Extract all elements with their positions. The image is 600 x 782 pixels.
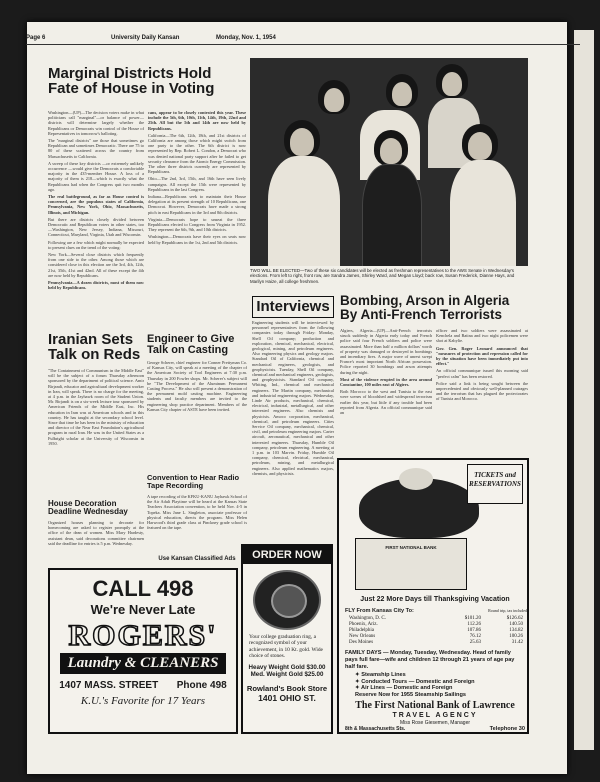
fare-price: 140.50 xyxy=(509,622,523,627)
ring-description: Your college graduation ring, a recognized symbol of your achievement, in 10 Kt. gold. Wide choice of stones. xyxy=(249,634,323,660)
service-item: ✦ Air Lines — Domestic and Foreign xyxy=(355,685,453,692)
services-list xyxy=(355,672,525,698)
fare-price: 76.12 xyxy=(469,634,481,639)
bank-name: The First National Bank of Lawrence xyxy=(355,700,515,711)
fare-city: New Orleans xyxy=(349,634,376,639)
rowland-ring-ad xyxy=(241,544,333,734)
fare-price: 100.26 xyxy=(509,634,523,639)
marginal-column-2 xyxy=(148,110,246,328)
photo-caption: TWO WILL BE ELECTED—Two of these six candidates will be elected as freshman representatives to the AWS Senate in Wednesday's elections. From left to right, front row, are Sandra James, Shirley Ward, and Megan Lloyd; back row, Susan Frederick, Dianne Hays, and Marilyn Haize, all college freshmen. xyxy=(250,268,515,284)
fare-city: Washington, D. C. xyxy=(349,616,386,621)
thanksgiving-countdown: Just 22 More Days till Thanksgiving Vacation xyxy=(360,596,510,603)
store-address: 1401 OHIO ST. xyxy=(258,692,316,703)
marginal-paragraph: cans, appear to be closely contested this year. These include the 5th, 6th, 10th, 11th, 14th, 19th, 22nd and 25th. All but the 5th and 14th are now held by Republicans. xyxy=(148,110,246,131)
travel-agency: TRAVEL AGENCY xyxy=(392,712,478,719)
face xyxy=(392,82,412,106)
bank-telephone: Telephone 30 xyxy=(489,726,525,732)
convention-headline: Convention to Hear Radio Tape Recording xyxy=(147,473,240,490)
interviews-headline: Interviews xyxy=(256,298,330,315)
ad-brand: ROGERS' xyxy=(68,619,218,652)
bombing-paragraph: officer and two soldiers were assassinated at Kenchela and Batina and two night policemen were shot at Kabylie. xyxy=(436,328,528,344)
bombing-paragraph: An official communique issued this morning said "perfect calm" has been restored. xyxy=(436,368,528,379)
fare-city: Philadelphia xyxy=(349,628,374,633)
bombing-paragraph: Gov. Gen. Roger Leonard announced that "measures of protection and repression called for by the situation have been immediately put into effect." xyxy=(436,345,528,367)
marginal-paragraph: Indiana—Republicans seek to maintain their House delegation at its present strength of 10 Republicans, one Democrat. However, Democrats have made a strong pitch in east Republicans in the 3rd and 8th districts. xyxy=(148,194,246,215)
paper-name: University Daily Kansan xyxy=(111,35,180,41)
sweater xyxy=(450,160,516,266)
ring-stone xyxy=(271,584,307,618)
service-label: Air Lines — Domestic and Foreign xyxy=(361,685,453,692)
reserve-note: Reserve Now for 1955 Steamship Sailings xyxy=(355,691,466,698)
bombing-paragraph: Most of the violence erupted in the area around Constantine, 100 miles east of Algiers. xyxy=(340,376,432,388)
fare-price: 112.26 xyxy=(467,622,481,627)
marginal-headline: Marginal Districts Hold Fate of House in Voting xyxy=(48,65,215,98)
bombing-headline: Bombing, Arson in Algeria By Anti-French Terrorists xyxy=(340,293,510,322)
iran-headline: Iranian Sets Talk on Reds xyxy=(48,331,141,364)
service-item: ✦ Steamship Lines xyxy=(355,672,406,678)
ad-phone: Phone 498 xyxy=(176,680,227,691)
marginal-paragraph: Washington—Democrats have their eyes on seats now held by Republicans in the 1st, 2nd and 5th districts. xyxy=(148,234,246,245)
fare-city: Phoenix, Ariz. xyxy=(349,622,378,627)
rogers-laundry-ad xyxy=(48,568,238,734)
service-label: Steamship Lines xyxy=(361,672,406,678)
candidates-photo xyxy=(250,58,528,266)
face xyxy=(442,72,462,96)
fare-price: $126.62 xyxy=(506,616,523,621)
bank-building-icon xyxy=(355,538,467,590)
ad-call-number: CALL 498 xyxy=(92,576,194,601)
tickets-sign: TICKETS and RESERVATIONS xyxy=(467,464,523,504)
fare-price: $101.20 xyxy=(464,616,481,621)
fare-row xyxy=(349,640,525,646)
interviews-headline-box xyxy=(252,296,334,318)
house-decoration-headline: House Decoration Deadline Wednesday xyxy=(48,499,128,517)
marginal-paragraph: Pennsylvania—A dozen districts, most of them now held by Republicans. xyxy=(48,280,144,291)
house-decoration-body: Organized houses planning to decorate for homecoming are asked to register promptly at the office of the dean of women. Miss Mary Hardesty, assistant dean, said decorations committee chairmen said the deadline for entries is 5 p.m. Wednesday. xyxy=(48,520,144,546)
face xyxy=(380,138,402,164)
service-label: Conducted Tours — Domestic and Foreign xyxy=(361,678,475,685)
page-header xyxy=(26,34,580,45)
bombing-column-2 xyxy=(436,328,528,456)
fare-table xyxy=(349,616,525,646)
ad-favorite: K.U.'s Favorite for 17 Years xyxy=(80,695,206,707)
fare-price: 25.63 xyxy=(469,640,481,645)
bombing-paragraph: Algiers, Algeria—(UP)—Anti-French terrorists struck suddenly in Algeria early today and French police said four French soldiers and police were assassinated. More than half a million dollars' worth of property was damaged or destroyed in bombings and incendiary fires. A major wave of unrest swept France's most important North African possession. Police reported 30 bombings and arson attempts during the night. xyxy=(340,328,432,375)
marginal-paragraph: Virginia—Democrats hope to unseat the three Republicans elected to Congress from Virginia in 1952. They represent the 6th, 9th, and 10th districts. xyxy=(148,216,246,233)
fare-header: Round trip, tax included xyxy=(488,608,527,613)
marginal-paragraph: Ohio—The 2nd, 3rd, 15th, and 16th have seen lively campaigns. All except the 15th were represented by Republicans in the last Congress. xyxy=(148,176,246,192)
issue-date: Monday, Nov. 1, 1954 xyxy=(216,35,276,41)
marginal-paragraph: But there are districts closely divided between Democratic and Republican voters in other states, too—Washington, New Jersey, Indiana, Missouri, Connecticut, Maryland, Virginia, Utah and Wisconsin. xyxy=(48,216,144,238)
class-ring-icon xyxy=(253,570,321,630)
store-name: Rowland's Book Store xyxy=(246,683,328,693)
classified-note: Use Kansan Classified Ads xyxy=(158,556,236,562)
marginal-paragraph: The "marginal districts" are those that sometimes go Republican and sometimes Democratic. There are 75 to 80 of these scattered across the country from Massachusetts to California. xyxy=(48,138,144,159)
bombing-column-1 xyxy=(340,328,432,456)
marginal-paragraph: A sweep of these key districts —or extremely unlikely occurrence —would give the Democrats a comfortable majority in the 435-member House. A loss of a majority of them is 218—which is exactly what the Republicans had when the Congress quit two months ago. xyxy=(48,160,144,192)
manager: Miss Rose Giesemen, Manager xyxy=(399,720,471,726)
bank-address: 8th & Massachusetts Sts. xyxy=(345,726,406,732)
ad-address-row xyxy=(50,680,236,691)
sweater xyxy=(362,164,422,266)
heavy-weight-price: Heavy Weight Gold $30.00 xyxy=(248,663,326,671)
marginal-paragraph: New York—Several close districts which frequently from one side to the other. Among those which are considered close in this election are the 3rd, 4th, 12th, 21st, 35th, 41st and 42nd. All of these except the 4th are now held by Republicans. xyxy=(48,252,144,278)
service-item: ✦ Conducted Tours — Domestic and Foreign xyxy=(355,678,475,685)
iran-body: "The Containment of Communism in the Middle East" will be the subject of a forum Thursday afternoon sponsored by the department of political science. Amir Birjandi, educator and agricultural development worker in Iran, will speak. There is no charge for the meeting, at 4 p.m. in the Jayhawk room of the Student Union. Mr. Birjandi is on a six-week lecture tour sponsored by American Friends of the Middle East, Inc. His education in Iran was at American schools and in this country. He has taught at the secondary school level. Since that time he has been in the ministry of education and director of the Near East Foundation's agricultural program in rural Iran. He was in the United States as a Fulbright scholar at the University of Wisconsin in 1950. xyxy=(48,368,144,446)
interviews-body: Engineering students will be interviewed by personnel representatives from the following companies today through Friday: Monday, Shell Oil company; production and exploration, chemical, mechanical, electrical, geological, mining, and petroleum engineers. Also engineering physics and geology majors. Standard Oil of California, chemical and mechanical engineers, geologists, and geophysicists. Tuesday, Shell Oil company, chemical and mechanical engineers, geologists, and geophysicists. Standard Oil company, Whiting, Ind., chemical and mechanical engineers. The Martin company, mechanical and industrial engineering majors. Wednesday, Linde Air products, mechanical, chemical, electrical, industrial, metallurgical, and other interested engineers. Also chemists and physicists. Amoco corporation, mechanical, chemical, and petroleum engineers. Cities Service Oil company, mechanical, chemical, civil, and petroleum engineering majors. Carter aircraft, aeronautical, mechanical and other interested engineers. Thursday, Humble Oil company, petroleum engineering. A meeting at 1 p.m. in 103 Marvin. Friday, Humble Oil company, chemical, electrical, mechanical, petroleum, mining, and metallurgical engineers. Also applied mathematics majors, chemists, and physicists. xyxy=(252,320,334,476)
marginal-paragraph: California—The 6th, 12th, 18th, and 21st districts of California are among those which might switch from one party to the other. The 6th district is now represented by Rep. Robert L. Condon, a Democrat who was denied national party support after he failed to get security clearance from the Atomic Energy Commission. The other three districts currently are represented by Republicans. xyxy=(148,132,246,175)
engineer-headline: Engineer to Give Talk on Casting xyxy=(147,333,235,357)
sweater xyxy=(268,156,340,266)
adjacent-page-edge xyxy=(574,30,594,750)
fare-city: Des Moines xyxy=(349,640,374,645)
bombing-paragraph: Police said a link is being sought between the unprecedented and obviously well-planned outrages and the terrorism that has plagued the protectorates of Tunisia and Morocco. xyxy=(436,380,528,402)
bank-sign: FIRST NATIONAL BANK xyxy=(385,545,437,550)
bombing-paragraph: Both Morocco to the west and Tunisia to the east were scenes of bloodshed and widespread terrorism earlier this year, but little if any trouble had been reported from Algeria. An official communique said an xyxy=(340,389,432,416)
order-now-banner: ORDER NOW xyxy=(243,546,331,564)
convention-body: A tape recording of the KFKU-KANU Jayhawk School of the Air Adult Playtime will be heard at the Kansas State Teachers Association convention, to be held Nov. 4-5 in Topeka. Miss Jane L. Singleton, associate professor of physical education, directs the program. Miss Helen Harwood's third grade class at Pinckney grade school is featured on the tape. xyxy=(147,494,247,531)
ad-service: Laundry & CLEANERS xyxy=(60,653,226,674)
page-number: Page 6 xyxy=(26,35,46,41)
marginal-paragraph: The real battleground, as far as House control is concerned, are the populous states of California, Pennsylvania, New York, Ohio, Massachusetts, Illinois, and Michigan. xyxy=(48,194,144,215)
fare-price: 31.42 xyxy=(511,640,523,645)
engineer-body: George Scherer, chief engineer for Conner Prettyman Co. of Kansas City, will speak at a meeting of the chapter of the American Society of Tool Engineers at 7:30 p.m. Thursday in 200 Fowler shops. Mr. Scherer's subject will be "The Development of the Aluminum Permanent Casting Process." He also will present a demonstration of the permanent mold casting machine. Engineering students and faculty members are invited to the engineering shop practice department. Members of the Kansas City chapter of ASTE have been invited. xyxy=(147,360,247,412)
face xyxy=(290,128,314,156)
bank-travel-ad xyxy=(337,458,529,734)
marginal-dateline: Washington—(UP)—The decision voters make in what politicians call "marginal"—or balance of power—districts will determine largely whether the Republicans or Democrats win control of the House of Representatives in tomorrow's balloting. xyxy=(48,110,144,136)
medium-weight-price: Med. Weight Gold $25.00 xyxy=(250,670,324,678)
marginal-column-1 xyxy=(48,110,144,328)
ad-address: 1407 MASS. STREET xyxy=(59,680,159,691)
ad-tagline-late: We're Never Late xyxy=(90,602,196,617)
turkey-head-icon xyxy=(399,468,433,490)
fare-price: 134.82 xyxy=(509,628,523,633)
family-days: FAMILY DAYS — Monday, Tuesday, Wednesday. Head of family pays full fare—wife and children 12 through 21 years of age pay half fare. xyxy=(345,650,515,670)
face xyxy=(468,132,492,160)
fare-price: 107.86 xyxy=(467,628,481,633)
fly-from: FLY From Kansas City To: xyxy=(345,608,414,614)
face xyxy=(324,88,344,112)
marginal-paragraph: Following are a few which might normally be expected to present clues on the trend of the voting: xyxy=(48,239,144,250)
